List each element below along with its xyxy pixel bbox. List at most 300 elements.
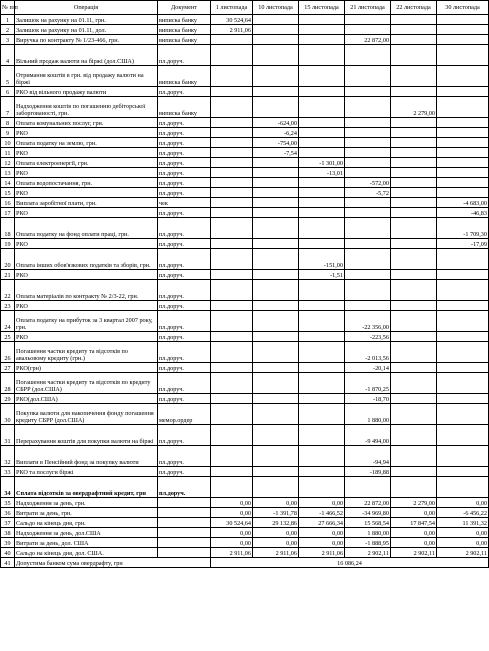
row-number: 13 [1, 168, 15, 178]
document-cell: пл.доруч. [158, 128, 211, 138]
amount-cell-6 [437, 332, 489, 342]
amount-cell-5: 2 902,11 [391, 548, 437, 558]
table-row [1, 66, 489, 87]
amount-cell-2: -7,54 [253, 148, 299, 158]
document-cell [158, 528, 211, 538]
document-cell: пл.доруч. [158, 342, 211, 363]
amount-cell-1 [211, 363, 253, 373]
document-cell [158, 538, 211, 548]
amount-cell-3: 0,00 [299, 528, 345, 538]
amount-cell-6 [437, 249, 489, 270]
amount-cell-2 [253, 342, 299, 363]
amount-cell-6 [437, 148, 489, 158]
amount-cell-3 [299, 477, 345, 498]
table-row [1, 498, 489, 508]
amount-cell-3 [299, 239, 345, 249]
table-row [1, 168, 489, 178]
operation-cell: РКО від вільного продажу валюти [15, 87, 158, 97]
amount-cell-3 [299, 118, 345, 128]
amount-cell-4: -572,00 [345, 178, 391, 188]
document-cell: пл.доруч. [158, 363, 211, 373]
row-number: 6 [1, 87, 15, 97]
amount-cell-4: 22 872,00 [345, 498, 391, 508]
amount-cell-4: -223,56 [345, 332, 391, 342]
amount-cell-3 [299, 218, 345, 239]
amount-cell-1 [211, 45, 253, 66]
amount-cell-1 [211, 301, 253, 311]
amount-cell-5 [391, 87, 437, 97]
table-header-row [1, 1, 489, 15]
operation-cell: Сальдо на кінець дня, грн. [15, 518, 158, 528]
amount-cell-4 [345, 477, 391, 498]
amount-cell-3: -1,51 [299, 270, 345, 280]
row-number: 8 [1, 118, 15, 128]
amount-cell-1 [211, 477, 253, 498]
amount-cell-5 [391, 25, 437, 35]
amount-cell-4: -18,70 [345, 394, 391, 404]
amount-cell-4 [345, 66, 391, 87]
amount-cell-5 [391, 467, 437, 477]
row-number: 34 [1, 477, 15, 498]
row-number: 18 [1, 218, 15, 239]
table-row [1, 404, 489, 425]
amount-cell-6 [437, 270, 489, 280]
amount-cell-5 [391, 239, 437, 249]
amount-cell-1 [211, 66, 253, 87]
amount-cell-6 [437, 280, 489, 301]
header-date-5: 22 листопада [391, 1, 437, 15]
row-number: 1 [1, 15, 15, 25]
row-number: 30 [1, 404, 15, 425]
amount-cell-2 [253, 394, 299, 404]
amount-cell-5 [391, 404, 437, 425]
amount-cell-2: -1 391,78 [253, 508, 299, 518]
document-cell: виписка банку [158, 15, 211, 25]
amount-cell-2 [253, 87, 299, 97]
table-row [1, 373, 489, 394]
amount-cell-4 [345, 128, 391, 138]
table-row [1, 249, 489, 270]
operation-cell: Оплата податку на фонд оплати праці, грн. [15, 218, 158, 239]
amount-cell-6: -17,09 [437, 239, 489, 249]
operation-cell: Витрати за день, дол. США [15, 538, 158, 548]
document-cell: пл.доруч. [158, 188, 211, 198]
amount-cell-5 [391, 394, 437, 404]
amount-cell-1: 30 524,64 [211, 518, 253, 528]
table-row [1, 35, 489, 45]
table-row [1, 477, 489, 498]
amount-cell-3: -151,00 [299, 249, 345, 270]
table-row [1, 158, 489, 168]
amount-cell-3 [299, 342, 345, 363]
amount-cell-6: 0,00 [437, 538, 489, 548]
amount-cell-4: -1 888,95 [345, 538, 391, 548]
amount-cell-2 [253, 332, 299, 342]
table-row [1, 128, 489, 138]
table-row [1, 311, 489, 332]
table-row [1, 508, 489, 518]
amount-cell-3 [299, 148, 345, 158]
table-row [1, 425, 489, 446]
operation-cell: РКО [15, 239, 158, 249]
amount-cell-4 [345, 45, 391, 66]
amount-cell-5 [391, 332, 437, 342]
document-cell: пл.доруч. [158, 168, 211, 178]
amount-cell-2: -754,00 [253, 138, 299, 148]
amount-cell-2: 0,00 [253, 498, 299, 508]
amount-cell-1: 2 911,06 [211, 25, 253, 35]
amount-cell-2 [253, 270, 299, 280]
amount-cell-5 [391, 15, 437, 25]
amount-cell-5: 2 279,00 [391, 498, 437, 508]
amount-cell-5 [391, 363, 437, 373]
amount-cell-6 [437, 301, 489, 311]
amount-cell-6 [437, 446, 489, 467]
amount-cell-3 [299, 87, 345, 97]
amount-cell-2: 2 911,06 [253, 548, 299, 558]
amount-cell-4 [345, 208, 391, 218]
amount-cell-5 [391, 218, 437, 239]
amount-cell-2 [253, 301, 299, 311]
amount-cell-3 [299, 128, 345, 138]
amount-cell-3 [299, 66, 345, 87]
document-cell: мемор.ордер [158, 404, 211, 425]
amount-cell-6 [437, 128, 489, 138]
amount-cell-5 [391, 158, 437, 168]
amount-cell-1: 0,00 [211, 528, 253, 538]
amount-cell-6 [437, 342, 489, 363]
amount-cell-4: 15 568,54 [345, 518, 391, 528]
document-cell: виписка банку [158, 35, 211, 45]
row-number: 24 [1, 311, 15, 332]
amount-cell-6: -4 683,00 [437, 198, 489, 208]
amount-cell-3: 2 911,06 [299, 548, 345, 558]
amount-cell-6 [437, 168, 489, 178]
amount-cell-6 [437, 87, 489, 97]
amount-cell-4 [345, 158, 391, 168]
amount-cell-2 [253, 363, 299, 373]
operation-cell: Оплата інших обов'язкових податків та зборів, грн. [15, 249, 158, 270]
operation-cell: РКО [15, 301, 158, 311]
amount-cell-2 [253, 218, 299, 239]
amount-cell-2 [253, 249, 299, 270]
amount-cell-4 [345, 118, 391, 128]
overdraft-value: 16 086,24 [211, 558, 489, 568]
amount-cell-2 [253, 45, 299, 66]
document-cell: виписка банку [158, 25, 211, 35]
row-number: 29 [1, 394, 15, 404]
row-number: 40 [1, 548, 15, 558]
amount-cell-1 [211, 35, 253, 45]
amount-cell-2 [253, 477, 299, 498]
amount-cell-4 [345, 218, 391, 239]
row-number: 17 [1, 208, 15, 218]
operation-cell: РКО [15, 168, 158, 178]
operation-cell: Оплата водопостачання, грн. [15, 178, 158, 188]
header-date-1: 1 листопада [211, 1, 253, 15]
operation-cell: РКО(грн) [15, 363, 158, 373]
amount-cell-1 [211, 467, 253, 477]
amount-cell-3 [299, 394, 345, 404]
operation-cell: Вільний продаж валюти на біржі (дол.США) [15, 45, 158, 66]
amount-cell-6: 0,00 [437, 498, 489, 508]
table-row [1, 25, 489, 35]
amount-cell-1 [211, 158, 253, 168]
amount-cell-6 [437, 373, 489, 394]
operation-cell: Надходження за день, грн. [15, 498, 158, 508]
amount-cell-1: 0,00 [211, 498, 253, 508]
header-date-6: 30 листопада [437, 1, 489, 15]
amount-cell-4: -94,94 [345, 446, 391, 467]
amount-cell-1 [211, 425, 253, 446]
row-number: 23 [1, 301, 15, 311]
operation-cell: Погашення частки кредиту та відсотків по кредиту СБРР (дол.США) [15, 373, 158, 394]
amount-cell-2 [253, 208, 299, 218]
amount-cell-2 [253, 168, 299, 178]
amount-cell-1 [211, 404, 253, 425]
amount-cell-1 [211, 148, 253, 158]
amount-cell-5 [391, 66, 437, 87]
amount-cell-3: -1 301,00 [299, 158, 345, 168]
amount-cell-3 [299, 25, 345, 35]
amount-cell-6 [437, 97, 489, 118]
document-cell: пл.доруч. [158, 467, 211, 477]
amount-cell-3 [299, 404, 345, 425]
row-number: 39 [1, 538, 15, 548]
row-number: 19 [1, 239, 15, 249]
amount-cell-6 [437, 363, 489, 373]
amount-cell-4 [345, 87, 391, 97]
amount-cell-3 [299, 198, 345, 208]
amount-cell-4 [345, 168, 391, 178]
amount-cell-3 [299, 208, 345, 218]
amount-cell-3 [299, 188, 345, 198]
amount-cell-5: 2 279,00 [391, 97, 437, 118]
row-number: 26 [1, 342, 15, 363]
table-row [1, 394, 489, 404]
operation-cell: Покупка валюти для накопичення фонду погашення кредиту СБРР (дол.США) [15, 404, 158, 425]
amount-cell-3: 0,00 [299, 538, 345, 548]
row-number: 11 [1, 148, 15, 158]
amount-cell-2 [253, 158, 299, 168]
table-row [1, 301, 489, 311]
document-cell: пл.доруч. [158, 208, 211, 218]
row-number: 3 [1, 35, 15, 45]
amount-cell-5 [391, 128, 437, 138]
amount-cell-4 [345, 280, 391, 301]
document-cell: пл.доруч. [158, 138, 211, 148]
table-row [1, 148, 489, 158]
operation-cell: Оплата податку на землю, грн. [15, 138, 158, 148]
operation-cell: Надходження за день, дол.США [15, 528, 158, 538]
amount-cell-3 [299, 301, 345, 311]
amount-cell-3 [299, 425, 345, 446]
amount-cell-5 [391, 208, 437, 218]
amount-cell-4 [345, 138, 391, 148]
operation-cell: Надходження коштів по погашенню дебіторської заборгованості, грн. [15, 97, 158, 118]
document-cell: виписка банку [158, 66, 211, 87]
amount-cell-6: 2 902,11 [437, 548, 489, 558]
amount-cell-2 [253, 97, 299, 118]
amount-cell-1: 30 524,64 [211, 15, 253, 25]
amount-cell-6 [437, 25, 489, 35]
amount-cell-5: 0,00 [391, 538, 437, 548]
document-cell: пл.доруч. [158, 332, 211, 342]
amount-cell-6 [437, 45, 489, 66]
amount-cell-3: 27 666,34 [299, 518, 345, 528]
operation-cell: Залишок на рахунку на 01.11, дол. [15, 25, 158, 35]
row-number: 2 [1, 25, 15, 35]
amount-cell-3 [299, 45, 345, 66]
amount-cell-3 [299, 15, 345, 25]
document-cell [158, 548, 211, 558]
amount-cell-5 [391, 373, 437, 394]
amount-cell-5 [391, 425, 437, 446]
amount-cell-6 [437, 425, 489, 446]
amount-cell-6: -1 709,30 [437, 218, 489, 239]
amount-cell-1 [211, 87, 253, 97]
amount-cell-1 [211, 138, 253, 148]
amount-cell-3 [299, 446, 345, 467]
amount-cell-2 [253, 280, 299, 301]
amount-cell-6 [437, 311, 489, 332]
row-number: 25 [1, 332, 15, 342]
amount-cell-6 [437, 404, 489, 425]
amount-cell-3 [299, 332, 345, 342]
operation-cell: РКО [15, 270, 158, 280]
row-number: 9 [1, 128, 15, 138]
table-row [1, 548, 489, 558]
operation-cell: РКО та послуги біржі [15, 467, 158, 477]
operation-cell: РКО [15, 148, 158, 158]
overdraft-row [1, 558, 489, 568]
document-cell: пл.доруч. [158, 249, 211, 270]
table-row [1, 538, 489, 548]
document-cell [158, 498, 211, 508]
amount-cell-1 [211, 208, 253, 218]
table-row [1, 332, 489, 342]
amount-cell-2: 0,00 [253, 528, 299, 538]
row-number: 32 [1, 446, 15, 467]
amount-cell-2 [253, 404, 299, 425]
amount-cell-3 [299, 363, 345, 373]
document-cell: виписка банку [158, 97, 211, 118]
row-number: 28 [1, 373, 15, 394]
row-number: 10 [1, 138, 15, 148]
amount-cell-2 [253, 373, 299, 394]
amount-cell-2 [253, 239, 299, 249]
operation-cell: РКО [15, 188, 158, 198]
row-number: 37 [1, 518, 15, 528]
amount-cell-2 [253, 446, 299, 467]
document-cell: пл.доруч. [158, 178, 211, 188]
amount-cell-5 [391, 138, 437, 148]
amount-cell-6 [437, 15, 489, 25]
header-date-4: 21 листопада [345, 1, 391, 15]
amount-cell-1 [211, 239, 253, 249]
document-cell: пл.доруч. [158, 394, 211, 404]
document-cell: пл.доруч. [158, 373, 211, 394]
amount-cell-1 [211, 342, 253, 363]
row-number: 20 [1, 249, 15, 270]
amount-cell-4 [345, 301, 391, 311]
amount-cell-6 [437, 158, 489, 168]
row-number: 22 [1, 280, 15, 301]
amount-cell-1 [211, 373, 253, 394]
amount-cell-2 [253, 66, 299, 87]
table-row [1, 198, 489, 208]
amount-cell-4: 22 872,00 [345, 35, 391, 45]
table-row [1, 342, 489, 363]
amount-cell-1 [211, 128, 253, 138]
table-row [1, 528, 489, 538]
amount-cell-3 [299, 311, 345, 332]
document-cell: пл.доруч. [158, 311, 211, 332]
document-cell: пл.доруч. [158, 280, 211, 301]
amount-cell-6 [437, 138, 489, 148]
document-cell: пл.доруч. [158, 239, 211, 249]
operation-cell: Перерахування коштів для покупки валюти на біржі [15, 425, 158, 446]
operation-cell: Виручка по контракту № 1/23-466, грн. [15, 35, 158, 45]
amount-cell-4: -1 870,25 [345, 373, 391, 394]
amount-cell-5 [391, 446, 437, 467]
amount-cell-4: 2 902,11 [345, 548, 391, 558]
amount-cell-2: -624,00 [253, 118, 299, 128]
amount-cell-5 [391, 301, 437, 311]
amount-cell-5: 0,00 [391, 528, 437, 538]
table-row [1, 188, 489, 198]
operation-cell: Сальдо на кінець дня, дол. США. [15, 548, 158, 558]
document-cell [158, 508, 211, 518]
operation-cell: Сплата відсотків за овердрафтний кредит, грн [15, 477, 158, 498]
operation-cell: Оплата комунальних послуг, грн. [15, 118, 158, 128]
amount-cell-4 [345, 97, 391, 118]
document-cell: пл.доруч. [158, 477, 211, 498]
table-row [1, 270, 489, 280]
amount-cell-4: -9 494,00 [345, 425, 391, 446]
amount-cell-5 [391, 249, 437, 270]
document-cell: пл.доруч. [158, 158, 211, 168]
amount-cell-1 [211, 218, 253, 239]
document-cell [158, 518, 211, 528]
amount-cell-4: -20,14 [345, 363, 391, 373]
amount-cell-6 [437, 394, 489, 404]
amount-cell-4 [345, 239, 391, 249]
amount-cell-4: 1 880,00 [345, 528, 391, 538]
amount-cell-4 [345, 148, 391, 158]
amount-cell-5 [391, 477, 437, 498]
amount-cell-5 [391, 188, 437, 198]
operation-cell: Оплата електроенергії, грн. [15, 158, 158, 168]
amount-cell-3 [299, 138, 345, 148]
table-row [1, 118, 489, 128]
amount-cell-2 [253, 425, 299, 446]
amount-cell-6 [437, 467, 489, 477]
operation-cell: Оплата податку на прибуток за 3 квартал 2007 року, грн. [15, 311, 158, 332]
document-cell: пл.доруч. [158, 45, 211, 66]
amount-cell-1 [211, 332, 253, 342]
table-row [1, 518, 489, 528]
amount-cell-4 [345, 198, 391, 208]
operation-cell: Погашення частки кредиту та відсотків по авальовому кредиту (грн.) [15, 342, 158, 363]
row-number: 7 [1, 97, 15, 118]
amount-cell-5 [391, 311, 437, 332]
amount-cell-6 [437, 66, 489, 87]
amount-cell-1 [211, 97, 253, 118]
document-cell: пл.доруч. [158, 446, 211, 467]
amount-cell-4: -5,72 [345, 188, 391, 198]
header-date-3: 15 листопада [299, 1, 345, 15]
